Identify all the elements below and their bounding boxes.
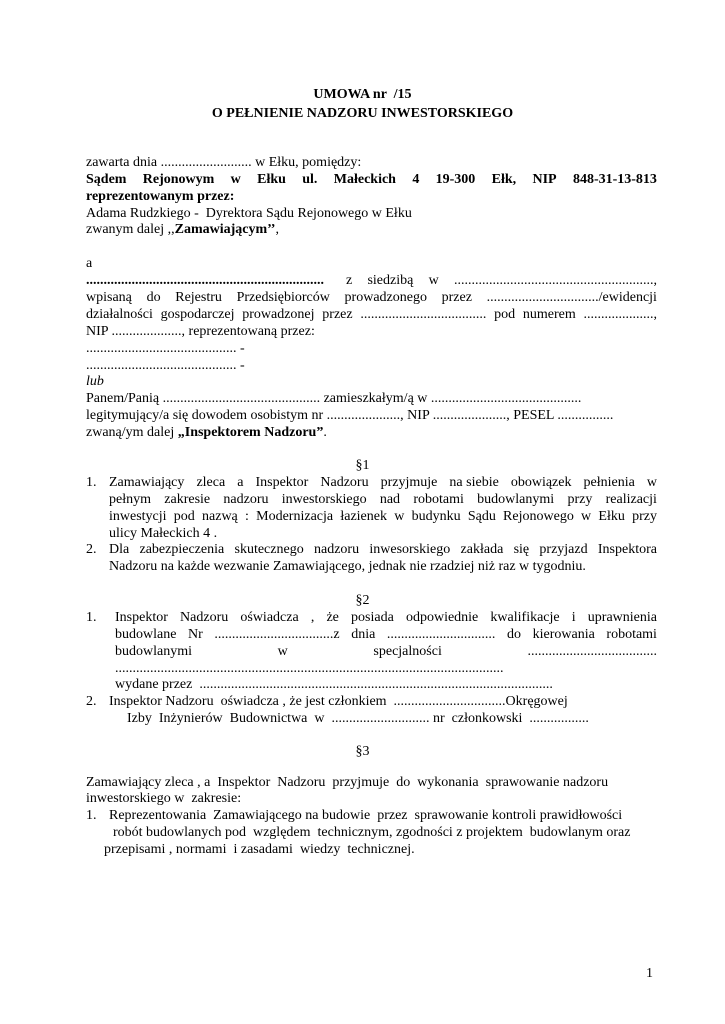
word: się xyxy=(513,542,530,557)
word: inwestycji xyxy=(109,509,167,524)
id-line: legitymujący/a się dowodem osobistym nr ....................., NIP ....................., PESEL ................ xyxy=(86,408,614,423)
word: Modernizacja xyxy=(256,509,334,524)
word: uprawnienia xyxy=(587,610,657,625)
section-2-heading: §2 xyxy=(355,593,370,608)
word: przyjmuje xyxy=(380,475,438,490)
word: prowadzonej xyxy=(242,307,315,322)
represented-by: reprezentowanym przez: xyxy=(86,189,235,204)
inspector-designation: zwaną/ym dalej „Inspektorem Nadzoru”. xyxy=(86,425,327,440)
word: Inspektor xyxy=(255,475,309,490)
section-3-heading: §3 xyxy=(355,744,370,759)
word: w xyxy=(581,509,592,524)
word: budynku xyxy=(411,509,461,524)
word: , xyxy=(310,610,315,625)
word: Ełk, xyxy=(491,172,517,187)
seat-line xyxy=(346,273,657,289)
word: pod xyxy=(494,307,516,322)
word: nazwą xyxy=(202,509,238,524)
word: w xyxy=(394,509,405,524)
word: 848-31-13-813 xyxy=(572,172,657,187)
word: Inspektor xyxy=(115,610,168,625)
s2-item-2-line-1: Inspektor Nadzoru oświadcza , że jest członkiem ................................Okręgowej xyxy=(109,694,568,709)
word: budowlanymi xyxy=(477,492,555,507)
word: ...................., xyxy=(583,307,657,322)
word: Rejestru xyxy=(175,290,222,305)
word: oświadcza xyxy=(240,610,299,625)
word: Sądem xyxy=(86,172,127,187)
word: w xyxy=(428,273,439,288)
word: posiada xyxy=(351,610,394,625)
word: Sądu xyxy=(467,509,496,524)
word: i xyxy=(571,610,576,625)
s1-item-2-line-1 xyxy=(109,542,657,558)
registry-line xyxy=(86,290,657,306)
word: Rejonowego xyxy=(503,509,574,524)
word: a xyxy=(237,475,244,490)
word: zakresie xyxy=(164,492,211,507)
word: ..................................z xyxy=(214,627,340,642)
word: Inspektora xyxy=(597,542,657,557)
word: Nr xyxy=(188,627,203,642)
word: w xyxy=(646,475,657,490)
word: Ełku xyxy=(598,509,625,524)
s3-intro-line-2: inwestorskiego w zakresie: xyxy=(86,791,242,806)
word: robotami xyxy=(413,492,464,507)
word: budowlanymi xyxy=(115,644,192,659)
client-name: Zamawiającym’’ xyxy=(174,222,276,237)
word: dnia xyxy=(351,627,376,642)
s2-item-1-line-1 xyxy=(115,610,657,626)
word: z xyxy=(346,273,353,288)
or-label: lub xyxy=(86,374,104,389)
s3-item-1-line-1: Reprezentowania Zamawiającego na budowie przez sprawowanie kontroli prawidłowości xyxy=(109,808,623,823)
activity-line xyxy=(86,307,657,323)
word: nadzoru xyxy=(313,542,360,557)
word: przy xyxy=(632,509,657,524)
representative-1: ........................................... - xyxy=(86,341,245,356)
word: działalności xyxy=(86,307,153,322)
s2-item-1-line-3 xyxy=(115,644,657,660)
word: Przedsiębiorców xyxy=(236,290,330,305)
word: inwestorskiego xyxy=(281,492,367,507)
s2-item-1-line-4: ............................................................................................................... xyxy=(115,661,504,676)
word: kwalifikacje xyxy=(490,610,560,625)
representative-2: ........................................... - xyxy=(86,358,245,373)
word: inwesorskiego xyxy=(369,542,451,557)
word: kierowania xyxy=(532,627,595,642)
s3-item-1-line-2: robót budowlanych pod względem technicznym, zgodności z projektem budowlanym oraz xyxy=(113,825,631,840)
word: ........................................................., xyxy=(453,273,657,288)
word: nad xyxy=(379,492,401,507)
word: prowadzonego xyxy=(344,290,427,305)
s1-item-1-number: 1. xyxy=(86,475,97,490)
nip-line: NIP ...................., reprezentowaną przez: xyxy=(86,324,315,339)
word: Nadzoru xyxy=(180,610,229,625)
word: ............................... xyxy=(386,627,496,642)
word: zabezpieczenia xyxy=(139,542,225,557)
word: 19-300 xyxy=(435,172,476,187)
word: .................................... xyxy=(360,307,487,322)
word: przez xyxy=(322,307,353,322)
client-designation: zwanym dalej ,,Zamawiającym’’, xyxy=(86,222,279,237)
page-number: 1 xyxy=(646,966,653,981)
s1-item-1-line-4: ulicy Małeckich 4 . xyxy=(109,526,218,541)
word: siedzibą xyxy=(367,273,414,288)
word: ..................................... xyxy=(527,644,657,659)
concluded-line: zawarta dnia .......................... w Ełku, pomiędzy: xyxy=(86,155,362,170)
word: obowiązek xyxy=(510,475,572,490)
word: Ełku xyxy=(257,172,286,187)
word: pod xyxy=(173,509,195,524)
person-line: Panem/Panią ............................................. zamieszkałym/ą w ........................................... xyxy=(86,391,582,406)
word: przyjazd xyxy=(539,542,588,557)
word: nadzoru xyxy=(223,492,269,507)
word: zakłada xyxy=(460,542,504,557)
word: zleca xyxy=(196,475,226,490)
word: przez xyxy=(441,290,472,305)
word: skutecznego xyxy=(234,542,304,557)
inspector-name: „Inspektorem Nadzoru” xyxy=(177,425,324,440)
word: pełnienia xyxy=(583,475,635,490)
word: : xyxy=(245,509,249,524)
word: odpowiednie xyxy=(405,610,479,625)
word: ................................/ewidencji xyxy=(486,290,657,305)
word: Rejonowym xyxy=(142,172,215,187)
word: specjalności xyxy=(373,644,442,659)
word: Małeckich xyxy=(333,172,396,187)
word: w xyxy=(277,644,288,659)
s2-item-2-number: 2. xyxy=(86,694,97,709)
word: Dla xyxy=(109,542,130,557)
s1-item-1-line-1 xyxy=(109,475,657,491)
s1-item-1-line-2 xyxy=(109,492,657,508)
word: robotami xyxy=(606,627,657,642)
word: Zamawiający xyxy=(109,475,185,490)
s3-item-1-line-3: przepisami , normami i zasadami wiedzy technicznej. xyxy=(104,842,415,857)
s2-item-1-line-2 xyxy=(115,627,657,643)
word: przy xyxy=(567,492,593,507)
contract-title: UMOWA nr /15 xyxy=(313,87,412,102)
word: że xyxy=(326,610,339,625)
word: NIP xyxy=(532,172,557,187)
s3-intro-line-1: Zamawiający zleca , a Inspektor Nadzoru przyjmuje do wykonania sprawowanie nadzoru xyxy=(86,775,609,790)
s1-item-1-line-3 xyxy=(109,509,657,525)
word: wpisaną xyxy=(86,290,132,305)
s1-item-2-number: 2. xyxy=(86,542,97,557)
s2-item-1-line-5: wydane przez ..................................................................................................... xyxy=(115,677,553,692)
word: numerem xyxy=(522,307,576,322)
word: na siebie xyxy=(449,475,499,490)
s2-item-1-number: 1. xyxy=(86,610,97,625)
word: pełnym xyxy=(109,492,151,507)
word: Nadzoru xyxy=(320,475,369,490)
word: w xyxy=(230,172,241,187)
party-a: a xyxy=(86,256,93,271)
word: gospodarczej xyxy=(160,307,235,322)
s3-item-1-number: 1. xyxy=(86,808,97,823)
word: realizacji xyxy=(605,492,657,507)
director-line: Adama Rudzkiego - Dyrektora Sądu Rejonowego w Ełku xyxy=(86,206,412,221)
court-line xyxy=(86,172,657,188)
section-1-heading: §1 xyxy=(355,458,370,473)
word: do xyxy=(146,290,161,305)
s1-item-2-line-2: Nadzoru na każde wezwanie Zamawiającego, jednak nie rzadziej niż raz w tygodniu. xyxy=(109,559,586,574)
word: 4 xyxy=(412,172,420,187)
word: do xyxy=(507,627,522,642)
contract-subtitle: O PEŁNIENIE NADZORU INWESTORSKIEGO xyxy=(211,106,514,121)
s2-item-2-line-2: Izby Inżynierów Budownictwa w ............................ nr członkowski ................. xyxy=(127,711,589,726)
word: łazienek xyxy=(340,509,387,524)
contractor-name-blank: .................................................................... xyxy=(86,273,324,288)
word: budowlane xyxy=(115,627,177,642)
word: ul. xyxy=(302,172,318,187)
